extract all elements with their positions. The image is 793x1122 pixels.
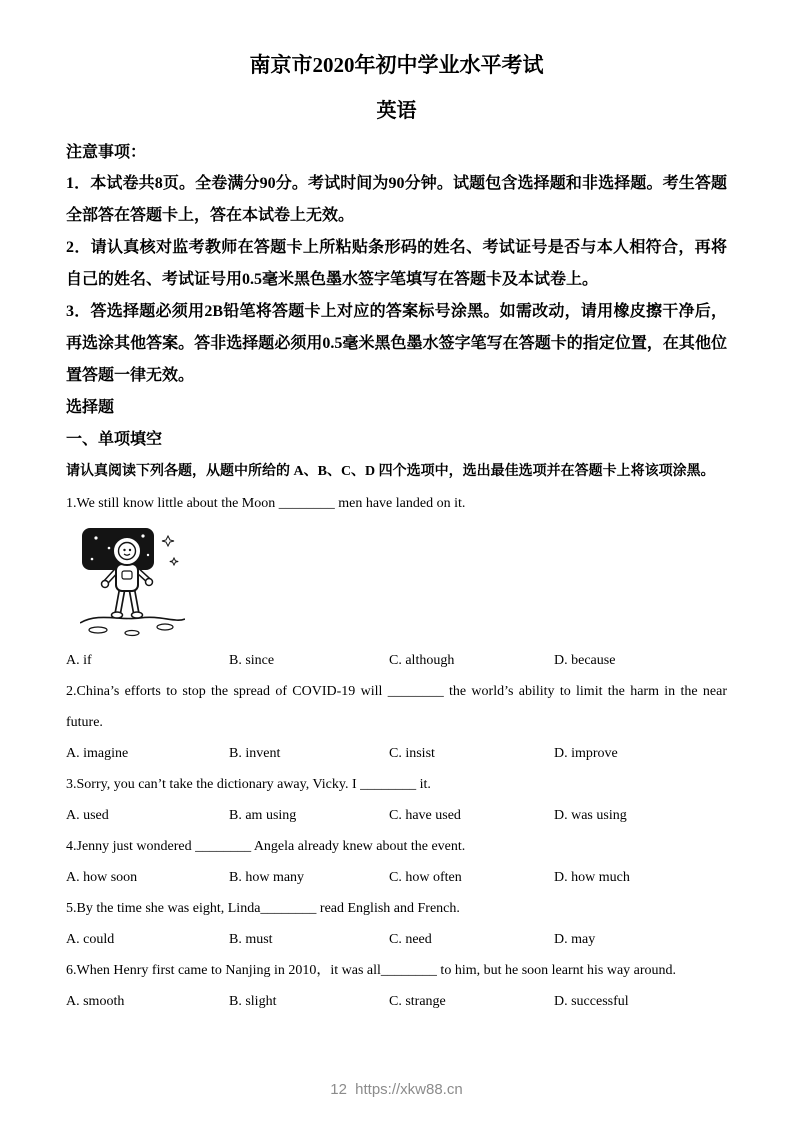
- option-a: A. could: [66, 932, 115, 947]
- section-part-one-heading: 一、单项填空: [66, 431, 163, 448]
- options-row: [66, 986, 727, 1017]
- option-b: B. since: [229, 653, 275, 668]
- option-b: B. invent: [229, 746, 281, 761]
- option-d: D. was using: [554, 808, 627, 823]
- option-b: B. am using: [229, 808, 297, 823]
- option-c: C. although: [389, 653, 455, 668]
- question-6: [66, 955, 727, 1017]
- question-stem: 6.When Henry first came to Nanjing in 2010，it was all________ to him, but he soon learnt his way around.: [66, 963, 677, 978]
- question-stem: 3.Sorry, you can’t take the dictionary away, Vicky. I ________ it.: [66, 777, 431, 792]
- option-a: A. smooth: [66, 994, 125, 1009]
- options-row: [66, 645, 727, 676]
- part-one-instructions: 请认真阅读下列各题，从题中所给的 A、B、C、D 四个选项中，选出最佳选项并在答题卡上将该项涂黑。: [66, 464, 715, 479]
- exam-title: 南京市2020年初中学业水平考试: [249, 53, 544, 77]
- options-row: [66, 800, 727, 831]
- option-a: A. if: [66, 653, 92, 668]
- question-stem: 5.By the time she was eight, Linda________ read English and French.: [66, 901, 460, 916]
- question-1: [66, 488, 727, 676]
- option-d: D. successful: [554, 994, 629, 1009]
- notice-heading: 注意事项：: [66, 144, 147, 161]
- option-b: B. how many: [229, 870, 305, 885]
- option-a: A. used: [66, 808, 109, 823]
- section-choice-heading: 选择题: [66, 399, 115, 416]
- options-row: [66, 738, 727, 769]
- option-b: B. slight: [229, 994, 277, 1009]
- notice-item-2: 2．请认真核对监考教师在答题卡上所粘贴条形码的姓名、考试证号是否与本人相符合，再将自己的姓名、考试证号用0.5毫米黑色墨水签字笔填写在答题卡及本试卷上。: [66, 239, 727, 288]
- notice-item-3: 3．答选择题必须用2B铅笔将答题卡上对应的答案标号涂黑。如需改动，请用橡皮擦干净后，再选涂其他答案。答非选择题必须用0.5毫米黑色墨水签字笔写在答题卡的指定位置，在其他位置答题一律无效。: [66, 303, 727, 384]
- question-stem: 2.China’s efforts to stop the spread of COVID-19 will ________ the world’s ability to limit the harm in the near future.: [66, 684, 727, 730]
- footer-page-number: 12: [330, 1081, 347, 1098]
- exam-subject: 英语: [376, 100, 417, 122]
- option-d: D. improve: [554, 746, 618, 761]
- question-stem: 1.We still know little about the Moon ________ men have landed on it.: [66, 496, 466, 511]
- options-row: [66, 924, 727, 955]
- option-d: D. may: [554, 932, 596, 947]
- notice-item-1: 1．本试卷共8页。全卷满分90分。考试时间为90分钟。试题包含选择题和非选择题。考生答题全部答在答题卡上，答在本试卷上无效。: [66, 175, 727, 224]
- option-b: B. must: [229, 932, 273, 947]
- question-5: [66, 893, 727, 955]
- option-a: A. imagine: [66, 746, 129, 761]
- option-c: C. need: [389, 932, 432, 947]
- option-c: C. how often: [389, 870, 462, 885]
- astronaut-moon-illustration: [80, 524, 185, 642]
- options-row: [66, 862, 727, 893]
- option-c: C. insist: [389, 746, 435, 761]
- option-c: C. have used: [389, 808, 461, 823]
- question-2: [66, 676, 727, 769]
- question-stem: 4.Jenny just wondered ________ Angela already knew about the event.: [66, 839, 466, 854]
- option-a: A. how soon: [66, 870, 138, 885]
- option-c: C. strange: [389, 994, 446, 1009]
- question-4: [66, 831, 727, 893]
- page-footer: [0, 1081, 793, 1098]
- footer-url: https://xkw88.cn: [355, 1081, 463, 1098]
- question-3: [66, 769, 727, 831]
- notice-section: [66, 138, 727, 392]
- option-d: D. how much: [554, 870, 630, 885]
- option-d: D. because: [554, 653, 616, 668]
